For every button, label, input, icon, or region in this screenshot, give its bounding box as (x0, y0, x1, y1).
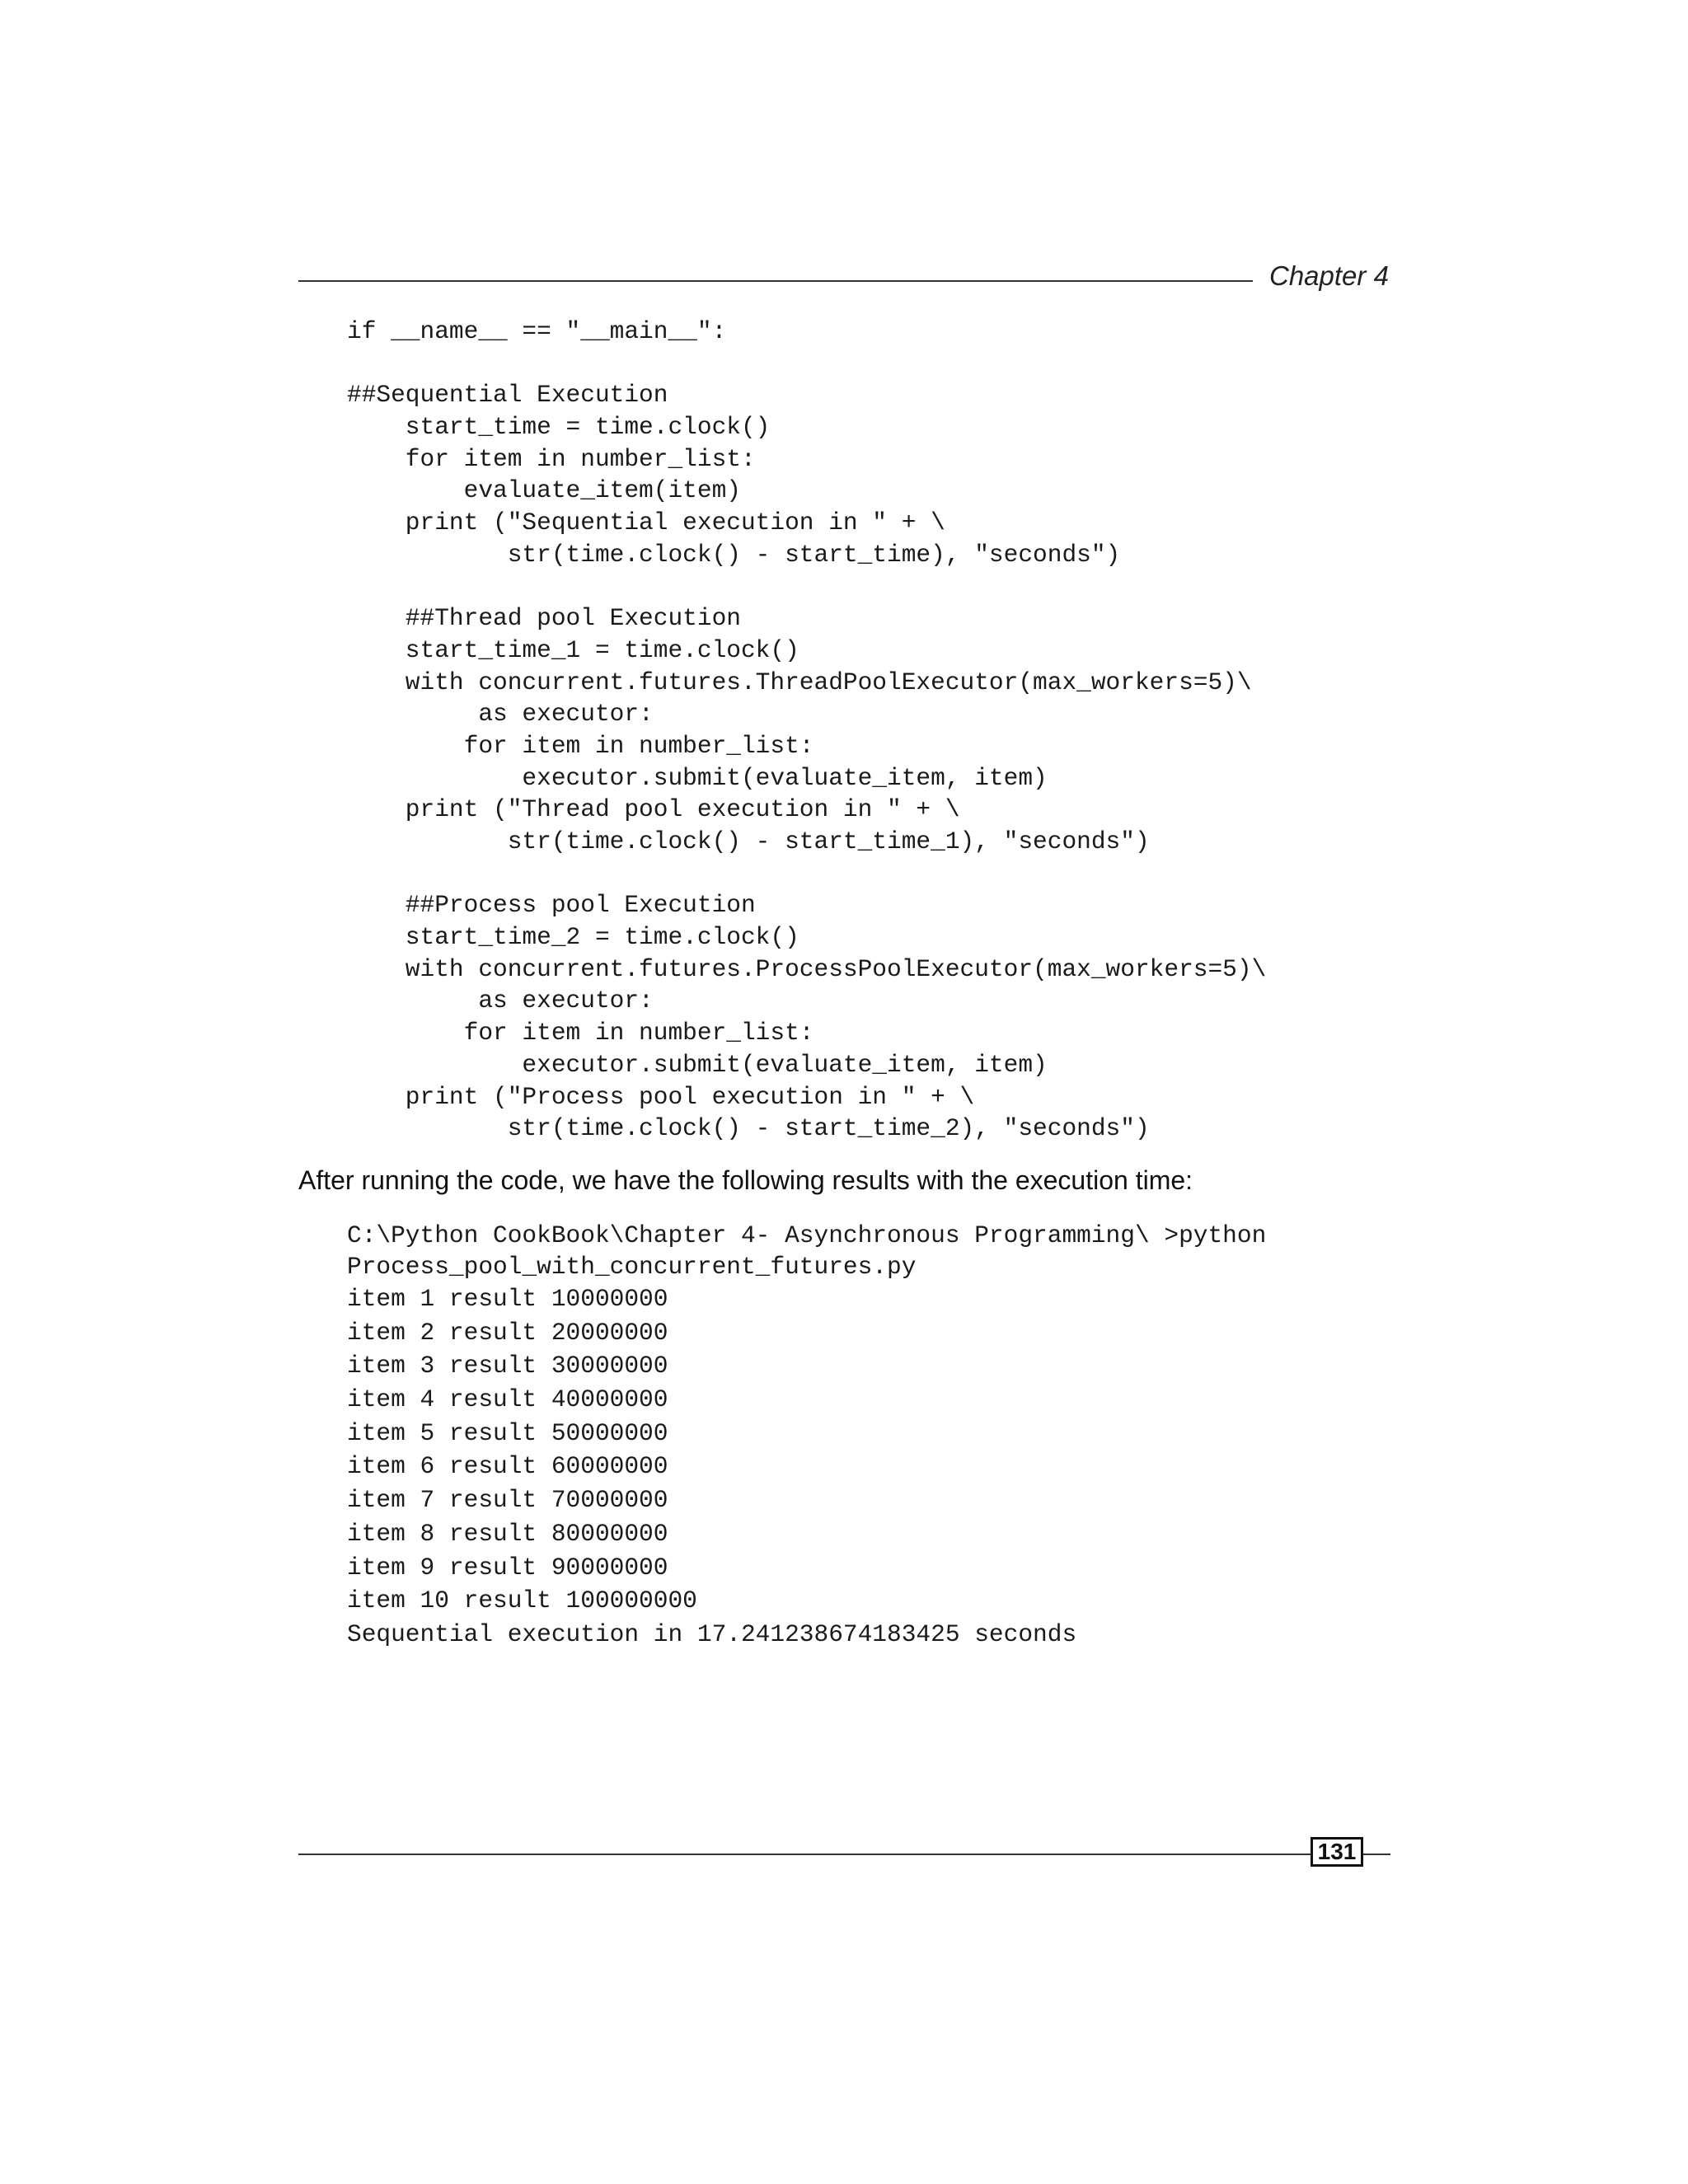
code-line: str(time.clock() - start_time_2), "seconds") (347, 1114, 1150, 1143)
code-line: start_time_1 = time.clock() (347, 635, 799, 664)
code-line: ##Process pool Execution (347, 891, 756, 920)
code-line: with concurrent.futures.ProcessPoolExecutor(max_workers=5)\ (347, 954, 1267, 983)
output-line: Sequential execution in 17.241238674183425 seconds (347, 1619, 1077, 1648)
chapter-label: Chapter 4 (1269, 260, 1389, 291)
output-line: item 9 result 90000000 (347, 1553, 668, 1582)
output-line: item 1 result 10000000 (347, 1285, 668, 1313)
code-line: for item in number_list: (347, 731, 814, 760)
code-line: ##Sequential Execution (347, 381, 668, 410)
code-line: str(time.clock() - start_time_1), "seconds") (347, 827, 1150, 855)
header-rule (298, 280, 1253, 282)
output-line: item 8 result 80000000 (347, 1519, 668, 1548)
footer-rule (298, 1854, 1390, 1855)
code-line: start_time = time.clock() (347, 413, 771, 442)
code-line: print ("Sequential execution in " + \ (347, 509, 945, 537)
output-line: item 5 result 50000000 (347, 1418, 668, 1447)
code-line: for item in number_list: (347, 1019, 814, 1047)
output-line: item 6 result 60000000 (347, 1452, 668, 1481)
code-line: for item in number_list: (347, 444, 756, 473)
output-line: item 3 result 30000000 (347, 1352, 668, 1380)
code-line: ##Thread pool Execution (347, 604, 741, 633)
code-listing (347, 316, 1266, 1145)
output-line: item 2 result 20000000 (347, 1318, 668, 1347)
code-line: print ("Process pool execution in " + \ (347, 1082, 975, 1111)
code-line: executor.submit(evaluate_item, item) (347, 763, 1048, 792)
code-line: if __name__ == "__main__": (347, 317, 727, 345)
code-line: str(time.clock() - start_time), "seconds") (347, 540, 1121, 569)
code-line (347, 348, 1266, 380)
code-line: as executor: (347, 700, 654, 729)
output-line: item 4 result 40000000 (347, 1385, 668, 1414)
output-line: item 10 result 100000000 (347, 1586, 697, 1615)
code-line: executor.submit(evaluate_item, item) (347, 1050, 1048, 1079)
code-line: as executor: (347, 987, 654, 1015)
command-line: Process_pool_with_concurrent_futures.py (347, 1253, 917, 1281)
output-line: item 7 result 70000000 (347, 1486, 668, 1515)
code-line: with concurrent.futures.ThreadPoolExecutor(max_workers=5)\ (347, 668, 1252, 696)
code-line: print ("Thread pool execution in " + \ (347, 795, 960, 824)
body-paragraph: After running the code, we have the following results with the execution time: (298, 1165, 1193, 1195)
command-line: C:\Python CookBook\Chapter 4- Asynchronous Programming\ >python (347, 1221, 1267, 1249)
console-output (347, 1220, 1266, 1652)
code-line: evaluate_item(item) (347, 476, 741, 505)
code-line: start_time_2 = time.clock() (347, 923, 799, 952)
code-line (347, 858, 1266, 890)
code-line (347, 571, 1266, 603)
page-number: 131 (1311, 1837, 1363, 1867)
